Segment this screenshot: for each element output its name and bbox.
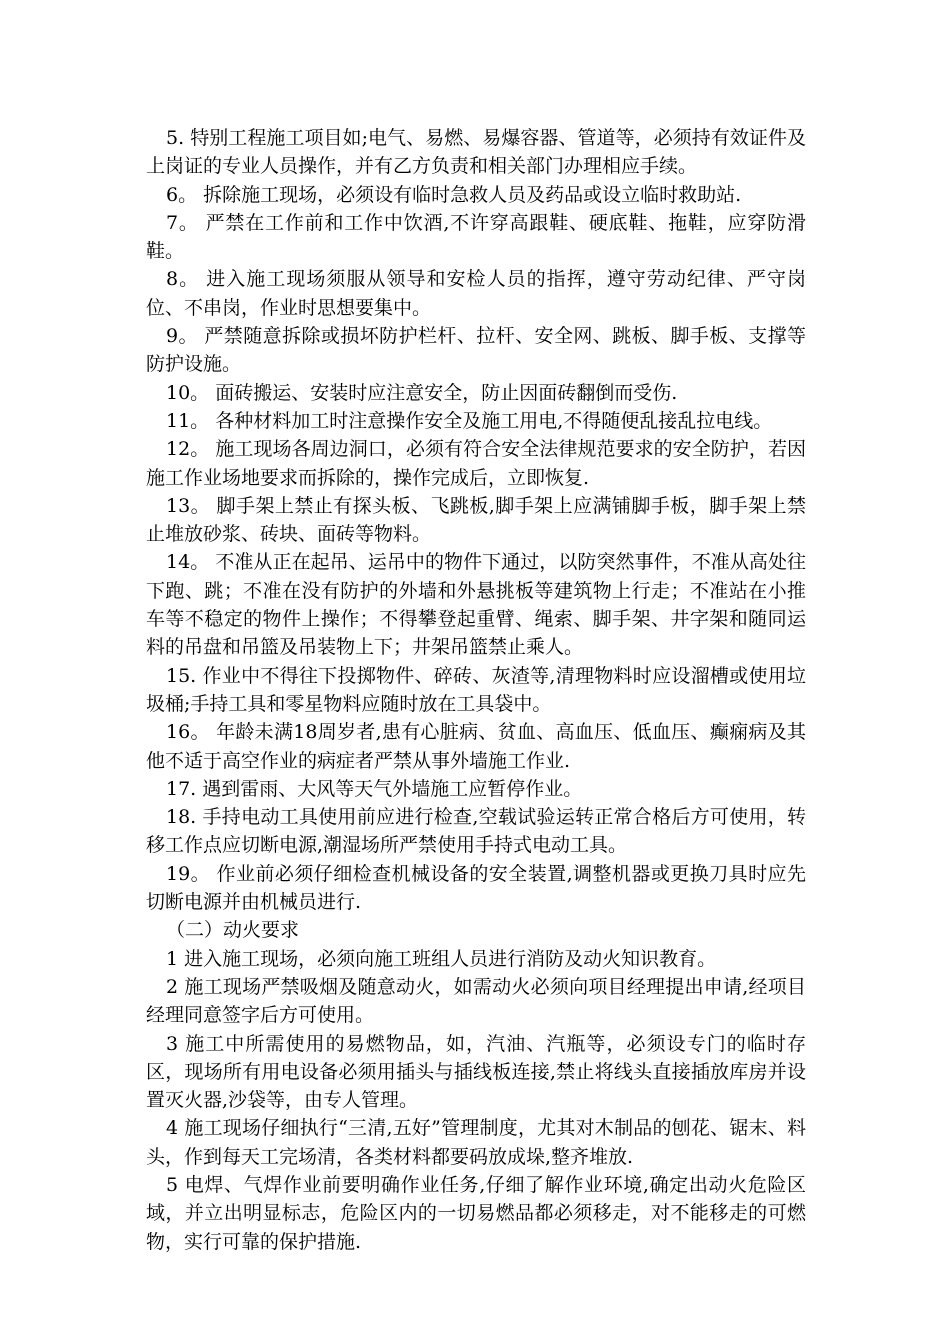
paragraph-item-7: 7。 严禁在工作前和工作中饮酒,不许穿高跟鞋、硬底鞋、拖鞋，应穿防滑鞋。 — [146, 211, 806, 263]
fire-rule-item-2: 2 施工现场严禁吸烟及随意动火，如需动火必须向项目经理提出申请,经项目经理同意签字后方可使用。 — [146, 975, 806, 1027]
paragraph-item-9: 9。 严禁随意拆除或损坏防护栏杆、拉杆、安全网、跳板、脚手板、支撑等防护设施。 — [146, 325, 806, 376]
fire-rule-item-5: 5 电焊、气焊作业前要明确作业任务,仔细了解作业环境,确定出动火危险区域，并立出明显标志，危险区内的一切易燃品都必须移走，对不能移走的可燃物，实行可靠的保护措施. — [146, 1173, 806, 1253]
paragraph-item-14: 14。 不准从正在起吊、运吊中的物件下通过，以防突然事件，不准从高处往下跑、跳；不准在没有防护的外墙和外悬挑板等建筑物上行走；不准站在小推车等不稳定的物件上操作；不得攀登起重臂、绳索、脚手架、井字架和随同运料的吊盘和吊篮及吊装物上下；井架吊篮禁止乘人。 — [146, 551, 806, 659]
paragraph-item-10: 10。 面砖搬运、安装时应注意安全，防止因面砖翻倒而受伤. — [166, 381, 678, 404]
document-body — [146, 124, 806, 1256]
paragraph-item-13: 13。 脚手架上禁止有探头板、飞跳板,脚手架上应满铺脚手板，脚手架上禁止堆放砂浆、砖块、面砖等物料。 — [146, 494, 806, 546]
paragraph-item-17: 17. 遇到雷雨、大风等天气外墙施工应暂停作业。 — [166, 777, 583, 800]
paragraph-item-16: 16。 年龄未满18周岁者,患有心脏病、贫血、高血压、低血压、癫痫病及其他不适于高空作业的病症者严禁从事外墙施工作业. — [146, 721, 806, 772]
paragraph-item-18: 18. 手持电动工具使用前应进行检查,空载试验运转正常合格后方可使用，转移工作点应切断电源,潮湿场所严禁使用手持式电动工具。 — [146, 806, 806, 857]
paragraph-item-15: 15. 作业中不得往下投掷物件、碎砖、灰渣等,清理物料时应设溜槽或使用垃圾桶;手持工具和零星物料应随时放在工具袋中。 — [146, 664, 806, 715]
fire-rule-item-3: 3 施工中所需使用的易燃物品，如，汽油、汽瓶等，必须设专门的临时存区，现场所有用电设备必须用插头与插线板连接,禁止将线头直接插放库房并设置灭火器,沙袋等，由专人管理。 — [146, 1032, 806, 1112]
paragraph-item-5: 5. 特别工程施工项目如;电气、易燃、易爆容器、管道等，必须持有效证件及上岗证的专业人员操作，并有乙方负责和相关部门办理相应手续。 — [146, 127, 806, 178]
section-heading-fire-requirements: （二）动火要求 — [166, 919, 300, 942]
paragraph-item-6: 6。 拆除施工现场，必须设有临时急救人员及药品或设立临时救助站. — [166, 183, 742, 206]
fire-rule-item-4: 4 施工现场仔细执行“三清,五好”管理制度，尤其对木制品的刨花、锯末、料头，作到每天工完场清，各类材料都要码放成垛,整齐堆放. — [146, 1117, 806, 1168]
paragraph-item-12: 12。 施工现场各周边洞口，必须有符合安全法律规范要求的安全防护，若因施工作业场地要求而拆除的，操作完成后，立即恢复. — [146, 438, 806, 489]
paragraph-item-8: 8。 进入施工现场须服从领导和安检人员的指挥，遵守劳动纪律、严守岗位、不串岗，作业时思想要集中。 — [146, 268, 806, 319]
paragraph-item-11: 11。 各种材料加工时注意操作安全及施工用电,不得随便乱接乱拉电线。 — [166, 409, 773, 432]
paragraph-item-19: 19。 作业前必须仔细检查机械设备的安全装置,调整机器或更换刀具时应先切断电源并由机械员进行. — [146, 862, 806, 914]
fire-rule-item-1: 1 进入施工现场，必须向施工班组人员进行消防及动火知识教育。 — [166, 947, 717, 970]
